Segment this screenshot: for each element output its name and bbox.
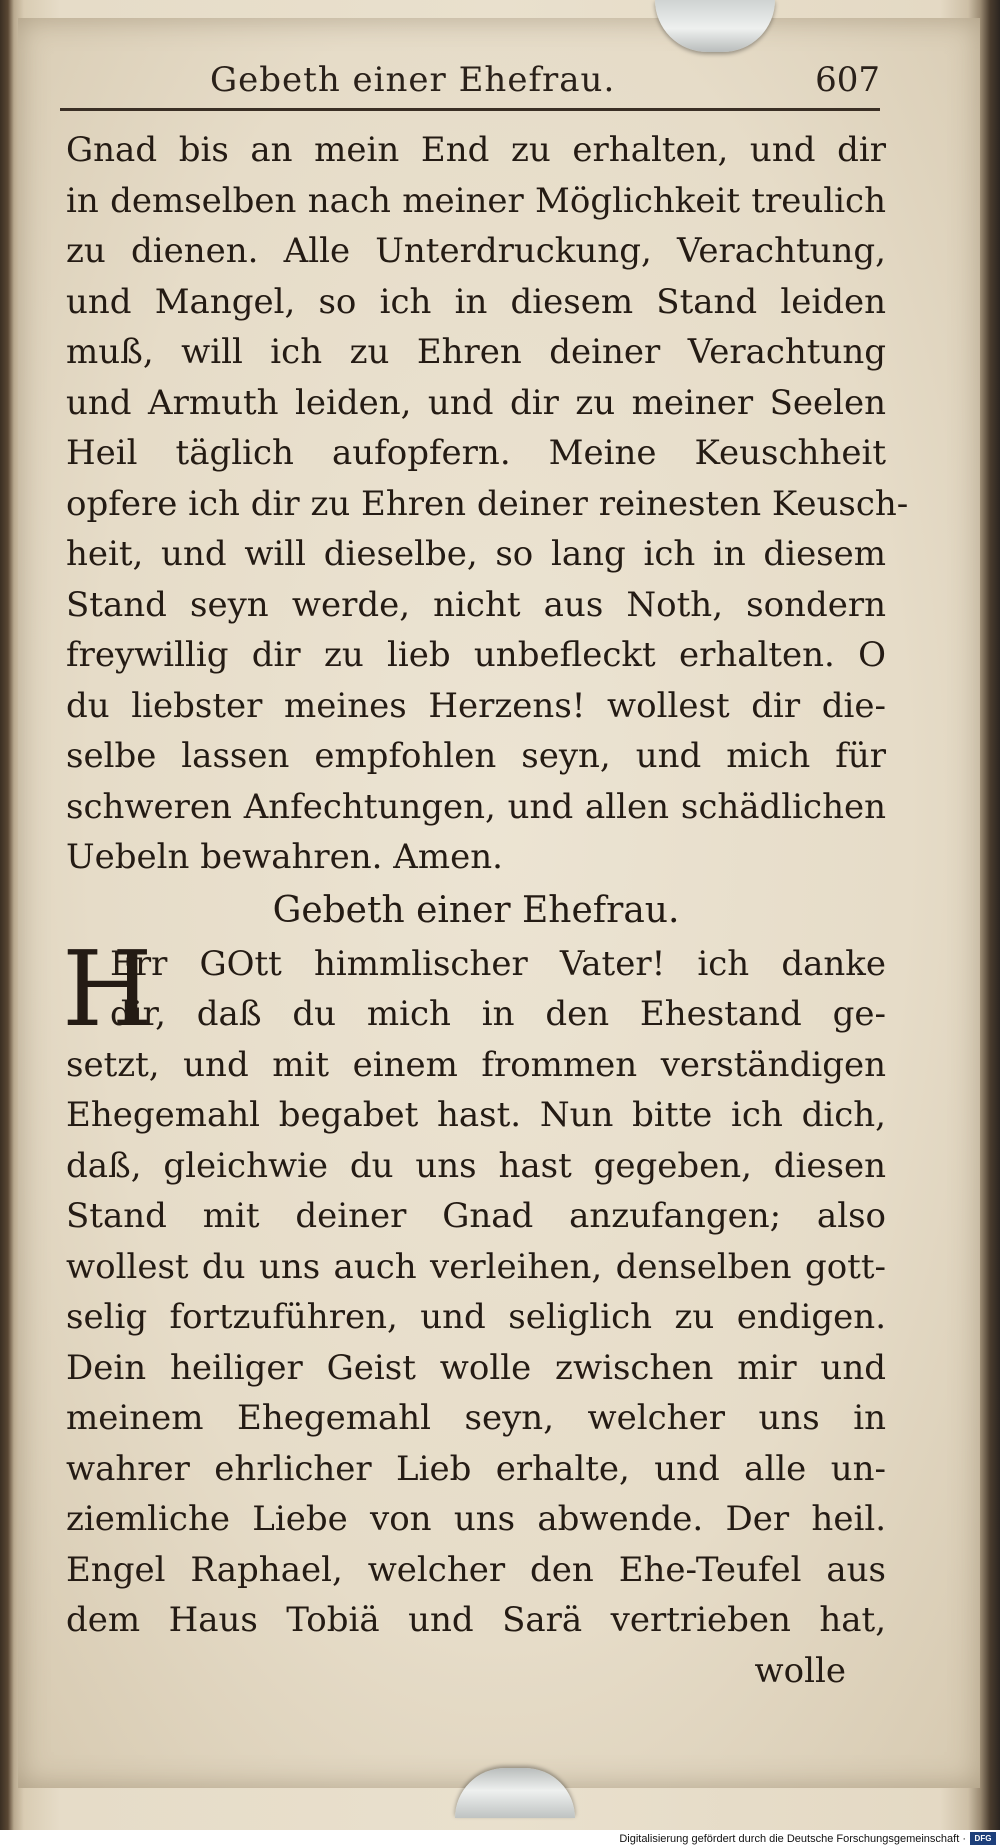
text-line: daß, gleichwie du uns hast gegeben, diesen [66,1145,886,1186]
text-line: Ehegemahl begabet hast. Nun bitte ich dich, [66,1095,886,1135]
text-line: Stand seyn werde, nicht aus Noth, sondern [66,584,886,625]
text-line: zu dienen. Alle Unterdruckung, Verachtung, [66,231,886,271]
text-line: Stand mit deiner Gnad anzufangen; also [66,1196,886,1236]
initial-block [62,927,886,1050]
text-line: Engel Raphael, welcher den Ehe-Teufel aus [66,1549,886,1590]
text-line: selbe lassen empfohlen seyn, und mich für [66,736,886,776]
text-line: ziemliche Liebe von uns abwende. Der heil. [66,1499,886,1539]
drop-initial: H [62,927,153,1050]
catchword: wolle [754,1650,846,1691]
header-rule [60,108,880,111]
text-line: wahrer ehrlicher Lieb erhalte, und alle un- [66,1448,886,1489]
dfg-logo: DFG [970,1832,996,1845]
text-line: meinem Ehegemahl seyn, welcher uns in [66,1398,886,1438]
text-line: muß, will ich zu Ehren deiner Verachtung [66,332,886,372]
text-line: schweren Anfechtungen, und allen schädlichen [66,786,886,827]
text-line: selig fortzuführen, und seliglich zu endigen. [66,1297,886,1337]
text-line: in demselben nach meiner Möglichkeit treulich [66,180,886,221]
text-line: Gnad bis an mein End zu erhalten, und dir [66,130,886,170]
section-heading: Gebeth einer Ehefrau. [272,889,680,931]
text-line: dem Haus Tobiä und Sarä vertrieben hat, [66,1600,886,1640]
text-line: Heil täglich aufopfern. Meine Keuschheit [66,433,886,473]
prayer-start-block [66,1040,886,1646]
text-line: setzt, und mit einem frommen verständigen [66,1044,886,1085]
initial-lines [66,939,886,1040]
footer-credit: Digitalisierung gefördert durch die Deutsche Forschungsgemeinschaft · [619,1833,966,1845]
text-line: Dein heiliger Geist wolle zwischen mir und [66,1347,886,1388]
text-line: du liebster meines Herzens! wollest dir die- [66,685,886,726]
page-number: 607 [815,60,880,100]
text-line: und Armuth leiden, und dir zu meiner Seelen [66,382,886,423]
text-line: Err GOtt himmlischer Vater! ich danke [110,943,886,984]
digitization-footer [0,1830,1000,1848]
text-line: heit, und will dieselbe, so lang ich in diesem [66,534,886,574]
text-line: freywillig dir zu lieb unbefleckt erhalten. O [66,635,886,675]
running-header [60,58,880,108]
running-title: Gebeth einer Ehefrau. [210,60,616,100]
text-line: opfere ich dir zu Ehren deiner reinesten Keusch- [66,483,909,524]
text-line: dir, daß du mich in den Ehestand ge- [110,994,886,1034]
text-line: Uebeln bewahren. Amen. [66,837,503,877]
text-line: und Mangel, so ich in diesem Stand leiden [66,281,886,322]
body-text [62,125,909,1696]
text-line: wollest du uns auch verleihen, denselben gott- [66,1246,886,1287]
prayer-end-block [66,125,909,883]
